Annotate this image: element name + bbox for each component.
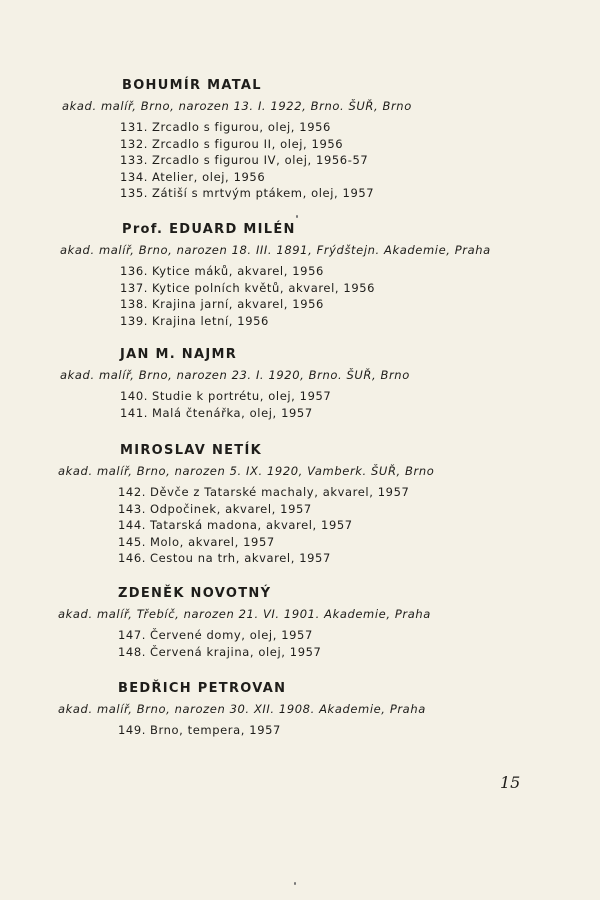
work-item <box>120 280 491 297</box>
artist-bio: akad. malíř, Brno, narozen 30. XII. 1908. Akademie, Praha <box>58 702 426 716</box>
work-item <box>120 185 412 202</box>
artist-bio: akad. malíř, Brno, narozen 23. I. 1920, Brno. ŠUŘ, Brno <box>60 368 410 382</box>
work-item <box>120 169 412 186</box>
artist-section <box>58 586 431 660</box>
works-list <box>120 263 491 329</box>
works-list <box>120 119 412 202</box>
work-title: Cestou na trh, akvarel, 1957 <box>150 551 331 565</box>
work-number: 136. <box>120 264 149 278</box>
work-item <box>120 296 491 313</box>
works-list <box>118 627 431 660</box>
work-title: Studie k portrétu, olej, 1957 <box>152 389 332 403</box>
artist-section <box>58 681 426 739</box>
work-title: Tatarská madona, akvarel, 1957 <box>150 518 353 532</box>
work-title: Zrcadlo s figurou, olej, 1956 <box>152 120 331 134</box>
work-title: Červené domy, olej, 1957 <box>150 628 313 642</box>
work-title: Molo, akvarel, 1957 <box>150 534 275 549</box>
work-item <box>120 263 491 280</box>
work-number: 141. <box>120 405 149 420</box>
paper-speck <box>296 215 298 218</box>
work-number: 147. <box>118 628 147 642</box>
artist-name: ZDENĚK NOVOTNÝ <box>118 586 272 601</box>
work-number: 139. <box>120 313 149 328</box>
artist-section <box>58 443 434 567</box>
work-item <box>120 388 410 405</box>
artist-bio: akad. malíř, Třebíč, narozen 21. VI. 1901. Akademie, Praha <box>58 607 431 621</box>
work-title: Zátiší s mrtvým ptákem, olej, 1957 <box>152 186 375 200</box>
artist-name: Prof. EDUARD MILÉN <box>122 222 296 237</box>
work-number: 148. <box>118 644 147 659</box>
works-list <box>120 388 410 421</box>
artist-name: JAN M. NAJMR <box>120 347 238 362</box>
work-number: 132. <box>120 136 149 151</box>
work-item <box>118 644 431 661</box>
work-number: 143. <box>118 501 147 516</box>
artist-section <box>60 347 410 421</box>
artist-bio: akad. malíř, Brno, narozen 5. IX. 1920, Vamberk. ŠUŘ, Brno <box>58 464 435 478</box>
page-number: 15 <box>500 773 521 792</box>
work-title: Krajina jarní, akvarel, 1956 <box>152 297 324 311</box>
work-title: Odpočinek, akvarel, 1957 <box>150 501 312 516</box>
work-number: 144. <box>118 518 147 532</box>
work-number: 138. <box>120 297 149 311</box>
work-title: Děvče z Tatarské machaly, akvarel, 1957 <box>150 485 410 499</box>
work-item <box>118 484 434 501</box>
work-item <box>118 627 431 644</box>
work-title: Kytice máků, akvarel, 1956 <box>152 264 324 278</box>
work-title: Malá čtenářka, olej, 1957 <box>152 405 313 420</box>
work-title: Atelier, olej, 1956 <box>152 169 266 184</box>
work-item <box>120 119 412 136</box>
work-title: Kytice polních květů, akvarel, 1956 <box>152 280 376 295</box>
work-item <box>120 313 491 330</box>
work-number: 145. <box>118 534 147 549</box>
work-number: 131. <box>120 120 149 134</box>
work-item <box>120 136 412 153</box>
work-number: 137. <box>120 280 149 295</box>
works-list <box>118 722 426 739</box>
paper-speck <box>294 882 296 885</box>
work-item <box>118 550 434 567</box>
work-item <box>118 501 434 518</box>
work-title: Zrcadlo s figurou IV, olej, 1956-57 <box>152 153 369 167</box>
work-title: Brno, tempera, 1957 <box>150 723 281 737</box>
artist-name: BOHUMÍR MATAL <box>122 78 262 93</box>
work-title: Červená krajina, olej, 1957 <box>150 644 322 659</box>
work-number: 140. <box>120 389 149 403</box>
artist-bio: akad. malíř, Brno, narozen 18. III. 1891, Frýdštejn. Akademie, Praha <box>60 243 491 257</box>
work-item <box>120 405 410 422</box>
work-number: 134. <box>120 169 149 184</box>
artist-bio: akad. malíř, Brno, narozen 13. I. 1922, Brno. ŠUŘ, Brno <box>62 99 412 113</box>
artist-section <box>62 78 412 202</box>
artist-section <box>60 222 491 329</box>
work-title: Zrcadlo s figurou II, olej, 1956 <box>152 136 344 151</box>
work-number: 133. <box>120 153 149 167</box>
work-item <box>118 517 434 534</box>
works-list <box>118 484 434 567</box>
work-item <box>120 152 412 169</box>
work-number: 149. <box>118 723 147 737</box>
work-item <box>118 534 434 551</box>
work-number: 146. <box>118 551 147 565</box>
work-number: 142. <box>118 485 147 499</box>
work-title: Krajina letní, 1956 <box>152 313 269 328</box>
work-number: 135. <box>120 186 149 200</box>
work-item <box>118 722 426 739</box>
artist-name: MIROSLAV NETÍK <box>120 443 262 458</box>
artist-name: BEDŘICH PETROVAN <box>118 681 287 696</box>
